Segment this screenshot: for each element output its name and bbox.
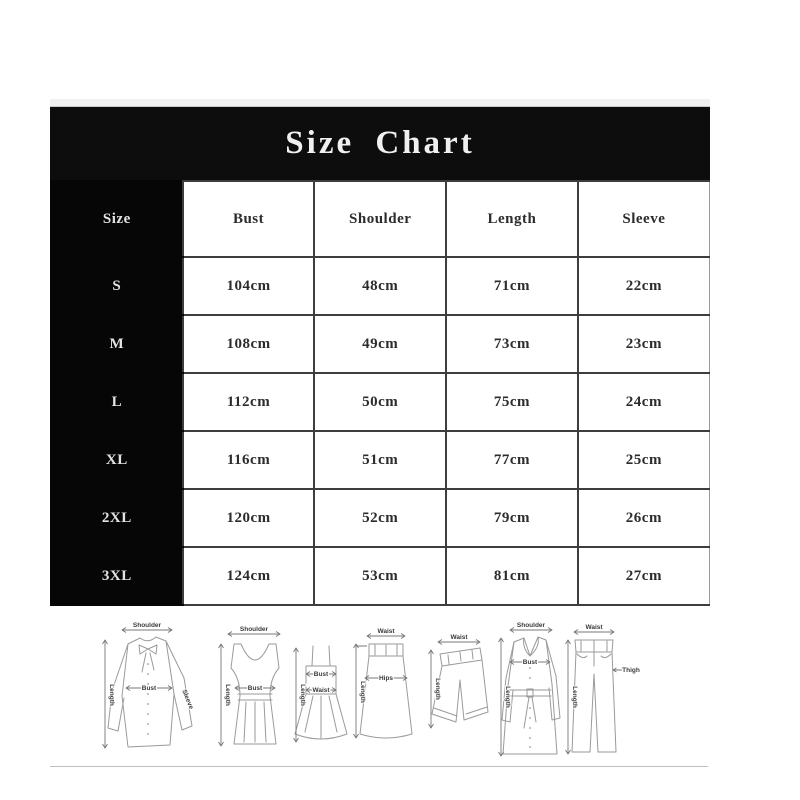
length-label: Length <box>108 684 115 706</box>
shoulder-label: Shoulder <box>516 622 546 629</box>
length-arrow <box>219 644 232 746</box>
size-label-cell: L <box>51 373 183 431</box>
measurement-cell: 116cm <box>183 431 315 489</box>
shoulder-label: Shoulder <box>132 622 162 629</box>
skirt-sketch <box>360 644 412 738</box>
length-arrow <box>103 640 116 748</box>
measurement-cell: 81cm <box>446 547 578 605</box>
bust-label: Bust <box>522 659 538 666</box>
hips-arrow <box>365 675 407 682</box>
measurement-cell: 49cm <box>314 315 446 373</box>
length-label: Length <box>299 684 306 706</box>
bust-label: Bust <box>313 671 329 678</box>
bottom-divider <box>50 766 708 767</box>
bust-arrow <box>126 685 172 692</box>
measurement-cell: 77cm <box>446 431 578 489</box>
measurement-cell: 120cm <box>183 489 315 547</box>
measurement-cell: 48cm <box>314 257 446 315</box>
length-label: Length <box>359 681 366 703</box>
measurement-diagrams <box>50 616 750 768</box>
waist-label: Waist <box>585 624 603 631</box>
column-header-sleeve: Sleeve <box>578 181 710 257</box>
column-header-size: Size <box>51 181 183 257</box>
length-label: Length <box>434 678 441 700</box>
measurement-cell: 26cm <box>578 489 710 547</box>
page-title: Size Chart <box>285 125 475 161</box>
skirt-diagram <box>354 628 413 738</box>
bust-arrow <box>235 685 275 692</box>
sleeve-arrow <box>180 689 194 711</box>
waist-arrow <box>438 634 480 645</box>
shorts-diagram <box>429 634 489 728</box>
table-header-row <box>51 181 710 257</box>
size-label-cell: M <box>51 315 183 373</box>
title-band <box>50 107 710 180</box>
top-bevel-edge <box>50 99 710 107</box>
waist-arrow <box>306 687 336 694</box>
dress-diagram <box>294 646 348 742</box>
measurement-cell: 79cm <box>446 489 578 547</box>
length-label: Length <box>504 686 511 708</box>
table-row-m <box>51 315 710 373</box>
table-row-3xl <box>51 547 710 605</box>
measurement-cell: 50cm <box>314 373 446 431</box>
measurement-cell: 108cm <box>183 315 315 373</box>
bust-arrow <box>306 671 336 678</box>
bust-label: Bust <box>141 685 157 692</box>
measurement-cell: 104cm <box>183 257 315 315</box>
tank-top-sketch <box>231 644 279 744</box>
length-arrow <box>499 638 512 756</box>
shoulder-label: Shoulder <box>239 626 269 633</box>
measurement-cell: 23cm <box>578 315 710 373</box>
shoulder-arrow <box>510 622 552 633</box>
measurement-cell: 52cm <box>314 489 446 547</box>
measurement-cell: 112cm <box>183 373 315 431</box>
blouse-diagram <box>103 622 195 748</box>
measurement-cell: 73cm <box>446 315 578 373</box>
bust-arrow <box>510 659 550 666</box>
measurement-cell: 24cm <box>578 373 710 431</box>
waist-label: Waist <box>312 687 330 694</box>
measurement-cell: 22cm <box>578 257 710 315</box>
measurement-cell: 27cm <box>578 547 710 605</box>
waist-label: Waist <box>377 628 395 635</box>
size-label-cell: S <box>51 257 183 315</box>
measurement-cell: 71cm <box>446 257 578 315</box>
size-label-cell: XL <box>51 431 183 489</box>
measurement-cell: 25cm <box>578 431 710 489</box>
pants-diagram <box>566 624 640 754</box>
waist-arrow <box>574 624 614 635</box>
length-label: Length <box>224 684 231 706</box>
column-header-bust: Bust <box>183 181 315 257</box>
size-label-cell: 3XL <box>51 547 183 605</box>
measurement-cell: 53cm <box>314 547 446 605</box>
waist-arrow <box>367 628 405 639</box>
measurement-cell: 51cm <box>314 431 446 489</box>
column-header-length: Length <box>446 181 578 257</box>
hips-label: Hips <box>378 675 394 682</box>
table-row-l <box>51 373 710 431</box>
thigh-arrow <box>613 667 640 674</box>
table-row-s <box>51 257 710 315</box>
waist-label: Waist <box>450 634 468 641</box>
shoulder-arrow <box>228 626 280 637</box>
length-label: Length <box>571 686 578 708</box>
table-row-2xl <box>51 489 710 547</box>
coat-diagram <box>499 622 561 756</box>
blouse-sketch <box>108 637 195 747</box>
thigh-label: Thigh <box>622 667 640 674</box>
length-arrow <box>354 644 368 738</box>
measurement-cell: 75cm <box>446 373 578 431</box>
tank-top-diagram <box>219 626 281 746</box>
column-header-shoulder: Shoulder <box>314 181 446 257</box>
size-chart-table <box>50 180 710 606</box>
length-arrow <box>294 648 307 742</box>
sleeve-label: Sleeve <box>180 688 195 711</box>
size-label-cell: 2XL <box>51 489 183 547</box>
bust-label: Bust <box>247 685 263 692</box>
table-row-xl <box>51 431 710 489</box>
shoulder-arrow <box>122 622 172 633</box>
measurement-cell: 124cm <box>183 547 315 605</box>
